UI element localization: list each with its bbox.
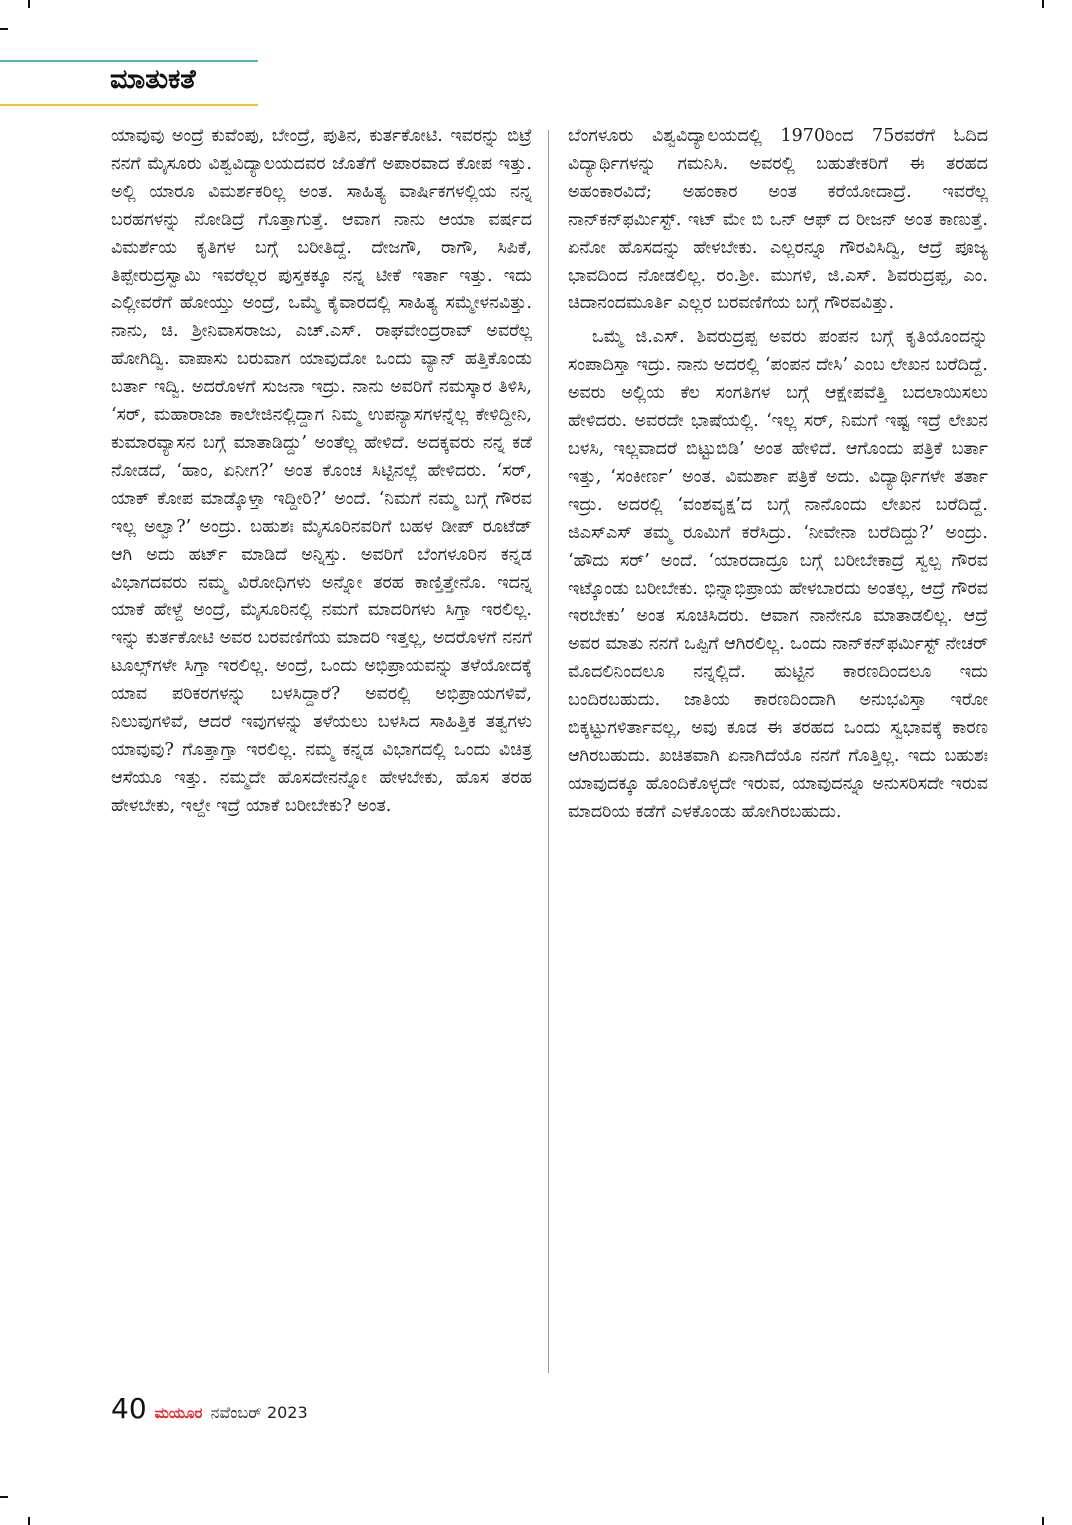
section-title-top-rule — [0, 60, 258, 62]
page-number: 40 — [111, 1392, 147, 1425]
right-column-paragraph-1: ಬೆಂಗಳೂರು ವಿಶ್ವವಿದ್ಯಾಲಯದಲ್ಲಿ 1970ರಿಂದ 75ರವರೆಗೆ ಓದಿದ ವಿದ್ಯಾರ್ಥಿಗಳನ್ನು ಗಮನಿಸಿ. ಅವರಲ್ಲಿ ಬಹುತೇಕರಿಗೆ ಈ ತರಹದ ಅಹಂಕಾರವಿದೆ; ಅಹಂಕಾರ ಅಂತ ಕರೆಯೋದಾದ್ರೆ. ಇವರೆಲ್ಲ ನಾನ್‌ಕನ್‌ಫರ್ಮಿಸ್ಟ್. ಇಟ್ ಮೇ ಬಿ ಒನ್ ಆಫ್ ದ ರೀಜನ್ ಅಂತ ಕಾಣುತ್ತೆ. ಏನೋ ಹೊಸದನ್ನು ಹೇಳಬೇಕು. ಎಲ್ಲರನ್ನೂ ಗೌರವಿಸಿದ್ವಿ, ಆದ್ರೆ ಪೂಜ್ಯ ಭಾವದಿಂದ ನೋಡಲಿಲ್ಲ. ರಂ.ಶ್ರೀ. ಮುಗಳಿ, ಜಿ.ಎಸ್. ಶಿವರುದ್ರಪ್ಪ, ಎಂ. ಚಿದಾನಂದಮೂರ್ತಿ ಎಲ್ಲರ ಬರವಣಿಗೆಯ ಬಗ್ಗೆ ಗೌರವವಿತ್ತು. — [568, 126, 988, 314]
right-column-paragraph-2: ಒಮ್ಮೆ ಜಿ.ಎಸ್. ಶಿವರುದ್ರಪ್ಪ ಅವರು ಪಂಪನ ಬಗ್ಗೆ ಕೃತಿಯೊಂದನ್ನು ಸಂಪಾದಿಸ್ತಾ ಇದ್ರು. ನಾನು ಅದರಲ್ಲಿ ‘ಪಂಪನ ದೇಸಿ’ ಎಂಬ ಲೇಖನ ಬರೆದಿದ್ದೆ. ಅವರು ಅಲ್ಲಿಯ ಕೆಲ ಸಂಗತಿಗಳ ಬಗ್ಗೆ ಆಕ್ಷೇಪವೆತ್ತಿ ಬದಲಾಯಿಸಲು ಹೇಳಿದರು. ಅವರದೇ ಭಾಷೆಯಲ್ಲಿ. ‘ಇಲ್ಲ ಸರ್, ನಿಮಗೆ ಇಷ್ಟ ಇದ್ರೆ ಲೇಖನ ಬಳಸಿ, ಇಲ್ಲವಾದರೆ ಬಿಟ್ಟುಬಿಡಿ’ ಅಂತ ಹೇಳಿದೆ. ಆಗೊಂದು ಪತ್ರಿಕೆ ಬರ್ತಾ ಇತ್ತು, ‘ಸಂಕೀರ್ಣ’ ಅಂತ. ವಿಮರ್ಶಾ ಪತ್ರಿಕೆ ಅದು. ವಿದ್ಯಾರ್ಥಿಗಳೇ ತರ್ತಾ ಇದ್ರು. ಅದರಲ್ಲಿ ‘ವಂಶವೃಕ್ಷ’ದ ಬಗ್ಗೆ ನಾನೊಂದು ಲೇಖನ ಬರೆದಿದ್ದೆ. ಜಿಎಸ್‌ಎಸ್ ತಮ್ಮ ರೂಮಿಗೆ ಕರೆಸಿದ್ರು. ‘ನೀವೇನಾ ಬರೆದಿದ್ದು?’ ಅಂದ್ರು. ‘ಹೌದು ಸರ್’ ಅಂದೆ. ‘ಯಾರದಾದ್ರೂ ಬಗ್ಗೆ ಬರೀಬೇಕಾದ್ರೆ ಸ್ವಲ್ಪ ಗೌರವ ಇಟ್ಕೊಂಡು ಬರೀಬೇಕು. ಭಿನ್ನಾಭಿಪ್ರಾಯ ಹೇಳಬಾರದು ಅಂತಲ್ಲ, ಆದ್ರೆ ಗೌರವ ಇರಬೇಕು’ ಅಂತ ಸೂಚಿಸಿದರು. ಆವಾಗ ನಾನೇನೂ ಮಾತಾಡಲಿಲ್ಲ. ಆದ್ರೆ ಅವರ ಮಾತು ನನಗೆ ಒಪ್ಪಿಗೆ ಆಗಿರಲಿಲ್ಲ. ಒಂದು ನಾನ್‌ಕನ್‌ಫರ್ಮಿಸ್ಟ್ ನೇಚರ್ ಮೊದಲಿನಿಂದಲೂ ನನ್ನಲ್ಲಿದೆ. ಹುಟ್ಟಿನ ಕಾರಣದಿಂದಲೂ ಇದು ಬಂದಿರಬಹುದು. ಜಾತಿಯ ಕಾರಣದಿಂದಾಗಿ ಅನುಭವಿಸ್ತಾ ಇರೋ ಬಿಕ್ಕಟ್ಟುಗಳಿರ್ತಾವಲ್ಲ, ಅವು ಕೂಡ ಈ ತರಹದ ಒಂದು ಸ್ವಭಾವಕ್ಕೆ ಕಾರಣ ಆಗಿರಬಹುದು. ಖಚಿತವಾಗಿ ಏನಾಗಿದೆಯೊ ನನಗೆ ಗೊತ್ತಿಲ್ಲ. ಇದು ಬಹುಶಃ ಯಾವುದಕ್ಕೂ ಹೊಂದಿಕೊಳ್ಳದೇ ಇರುವ, ಯಾವುದನ್ನೂ ಅನುಸರಿಸದೇ ಇರುವ ಮಾದರಿಯ ಕಡೆಗೆ ಎಳಕೊಂಡು ಹೋಗಿರಬಹುದು. — [568, 327, 988, 822]
section-title-bottom-rule — [0, 104, 258, 106]
crop-mark — [1042, 1517, 1044, 1525]
page-footer — [111, 1392, 308, 1425]
crop-mark — [0, 28, 8, 30]
column-divider — [548, 130, 549, 1373]
issue-date: ನವೆಂಬರ್ 2023 — [210, 1403, 308, 1422]
right-column — [568, 123, 988, 827]
crop-mark — [1042, 0, 1044, 8]
magazine-name: ಮಯೂರ — [154, 1404, 203, 1422]
section-title: ಮಾತುಕತೆ — [110, 64, 196, 95]
crop-mark — [28, 0, 30, 8]
crop-mark — [0, 1496, 8, 1498]
left-column-paragraph: ಯಾವುವು ಅಂದ್ರೆ ಕುವೆಂಪು, ಬೇಂದ್ರೆ, ಪುತಿನ, ಕುರ್ತಕೋಟಿ. ಇವರನ್ನು ಬಿಟ್ರೆ ನನಗೆ ಮೈಸೂರು ವಿಶ್ವವಿದ್ಯಾಲಯದವರ ಜೊತೆಗೆ ಅಪಾರವಾದ ಕೋಪ ಇತ್ತು. ಅಲ್ಲಿ ಯಾರೂ ವಿಮರ್ಶಕರಿಲ್ಲ ಅಂತ. ಸಾಹಿತ್ಯ ವಾರ್ಷಿಕಗಳಲ್ಲಿಯ ನನ್ನ ಬರಹಗಳನ್ನು ನೋಡಿದ್ರೆ ಗೊತ್ತಾಗುತ್ತೆ. ಆವಾಗ ನಾನು ಆಯಾ ವರ್ಷದ ವಿಮರ್ಶೆಯ ಕೃತಿಗಳ ಬಗ್ಗೆ ಬರೀತಿದ್ದೆ. ದೇಜಗೌ, ರಾಗೌ, ಸಿಪಿಕೆ, ತಿಪ್ಪೇರುದ್ರಸ್ವಾಮಿ ಇವರೆಲ್ಲರ ಪುಸ್ತಕಕ್ಕೂ ನನ್ನ ಟೀಕೆ ಇರ್ತಾ ಇತ್ತು. ಇದು ಎಲ್ಲೀವರೆಗೆ ಹೋಯ್ತು ಅಂದ್ರೆ, ಒಮ್ಮೆ ಕೈವಾರದಲ್ಲಿ ಸಾಹಿತ್ಯ ಸಮ್ಮೇಳನವಿತ್ತು. ನಾನು, ಚಿ. ಶ್ರೀನಿವಾಸರಾಜು, ಎಚ್.ಎಸ್. ರಾಘವೇಂದ್ರರಾವ್ ಅವರೆಲ್ಲ ಹೋಗಿದ್ವಿ. ವಾಪಾಸು ಬರುವಾಗ ಯಾವುದೋ ಒಂದು ವ್ಯಾನ್ ಹತ್ತಿಕೊಂಡು ಬರ್ತಾ ಇದ್ವಿ. ಅದರೊಳಗೆ ಸುಜನಾ ಇದ್ರು. ನಾನು ಅವರಿಗೆ ನಮಸ್ಕಾರ ತಿಳಿಸಿ, ‘ಸರ್, ಮಹಾರಾಜಾ ಕಾಲೇಜಿನಲ್ಲಿದ್ದಾಗ ನಿಮ್ಮ ಉಪನ್ಯಾಸಗಳನ್ನೆಲ್ಲ ಕೇಳಿದ್ದೀನಿ, ಕುಮಾರವ್ಯಾಸನ ಬಗ್ಗೆ ಮಾತಾಡಿದ್ದು’ ಅಂತೆಲ್ಲ ಹೇಳಿದೆ. ಅದಕ್ಕವರು ನನ್ನ ಕಡೆ ನೋಡದೆ, ‘ಹಾಂ, ಏನೀಗ?’ ಅಂತ ಕೊಂಚ ಸಿಟ್ಟಿನಲ್ಲೆ ಹೇಳಿದರು. ‘ಸರ್, ಯಾಕ್ ಕೋಪ ಮಾಡ್ಕೊಳ್ತಾ ಇದ್ದೀರಿ?’ ಅಂದೆ. ‘ನಿಮಗೆ ನಮ್ಮ ಬಗ್ಗೆ ಗೌರವ ಇಲ್ಲ ಅಲ್ವಾ?’ ಅಂದ್ರು. ಬಹುಶಃ ಮೈಸೂರಿನವರಿಗೆ ಬಹಳ ಡೀಪ್ ರೂಟೆಡ್ ಆಗಿ ಅದು ಹರ್ಟ್ ಮಾಡಿದೆ ಅನ್ನಿಸ್ತು. ಅವರಿಗೆ ಬೆಂಗಳೂರಿನ ಕನ್ನಡ ವಿಭಾಗದವರು ನಮ್ಮ ವಿರೋಧಿಗಳು ಅನ್ನೋ ತರಹ ಕಾಣ್ತಿತ್ತೇನೊ. ಇದನ್ನ ಯಾಕೆ ಹೇಳ್ದೆ ಅಂದ್ರೆ, ಮೈಸೂರಿನಲ್ಲಿ ನಮಗೆ ಮಾದರಿಗಳು ಸಿಗ್ತಾ ಇರಲಿಲ್ಲ. ಇನ್ನು ಕುರ್ತಕೋಟಿ ಅವರ ಬರವಣಿಗೆಯ ಮಾದರಿ ಇತ್ತಲ್ಲ, ಅದರೊಳಗೆ ನನಗೆ ಟೂಲ್ಸ್‌ಗಳೇ ಸಿಗ್ತಾ ಇರಲಿಲ್ಲ. ಅಂದ್ರೆ, ಒಂದು ಅಭಿಪ್ರಾಯವನ್ನು ತಳೆಯೋದಕ್ಕೆ ಯಾವ ಪರಿಕರಗಳನ್ನು ಬಳಸಿದ್ದಾರೆ? ಅವರಲ್ಲಿ ಅಭಿಪ್ರಾಯಗಳಿವೆ, ನಿಲುವುಗಳಿವೆ, ಆದರೆ ಇವುಗಳನ್ನು ತಳೆಯಲು ಬಳಸಿದ ಸಾಹಿತ್ತಿಕ ತತ್ವಗಳು ಯಾವುವು? ಗೊತ್ತಾಗ್ತಾ ಇರಲಿಲ್ಲ. ನಮ್ಮ ಕನ್ನಡ ವಿಭಾಗದಲ್ಲಿ ಒಂದು ವಿಚಿತ್ರ ಆಸೆಯೂ ಇತ್ತು. ನಮ್ಮದೇ ಹೊಸದೇನನ್ನೋ ಹೇಳಬೇಕು, ಹೊಸ ತರಹ ಹೇಳಬೇಕು, ಇಲ್ದೇ ಇದ್ರೆ ಯಾಕೆ ಬರೀಬೇಕು? ಅಂತ. — [111, 126, 532, 816]
left-column — [111, 123, 532, 821]
crop-mark — [28, 1517, 30, 1525]
